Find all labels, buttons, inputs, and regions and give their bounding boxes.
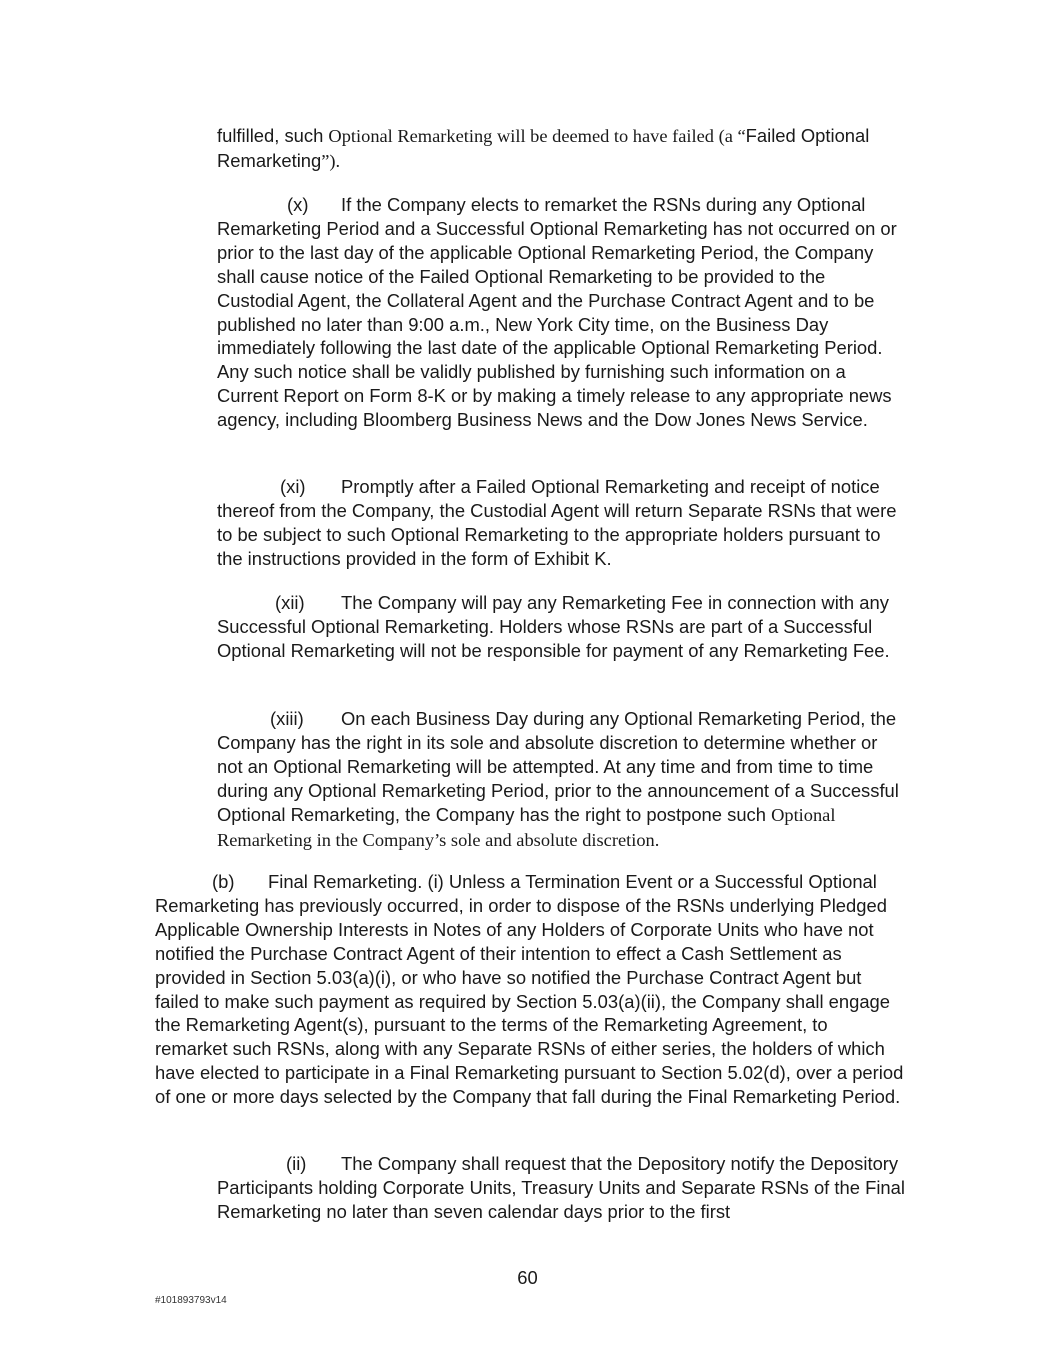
document-id: #101893793v14 [155,1295,227,1306]
paragraph-xi [217,475,905,571]
paragraph-close-text: ”). [321,150,341,171]
paragraph-body: Promptly after a Failed Optional Remarketing and receipt of notice thereof from the Company, the Custodial Agent will return Separate RSNs that were to be subject to such Optional Remarketing to the appropriate holders pursuant to the instructions provided in the form of Exhibit K. [217,476,897,569]
paragraph-serif-tail: Optional Remarketing in the Company’s sole and absolute discretion. [217,804,836,850]
paragraph-body: The Company will pay any Remarketing Fee in connection with any Successful Optional Remarketing. Holders whose RSNs are part of a Successful Optional Remarketing will not be responsible for payment of any Remarketing Fee. [217,592,890,661]
paragraph-xiii [217,707,905,852]
page-number: 60 [517,1267,538,1288]
paragraph-number: (xii) [275,592,305,613]
paragraph-body: If the Company elects to remarket the RSNs during any Optional Remarketing Period and a Successful Optional Remarketing has not occurred on or prior to the last day of the applicable Optional Remarketing Period, the Company shall cause notice of the Failed Optional Remarketing to be provided to the Custodial Agent, the Collateral Agent and the Purchase Contract Agent and to be published no later than 9:00 a.m., New York City time, on the Business Day immediately following the last date of the applicable Optional Remarketing Period. Any such notice shall be validly published by furnishing such information on a Current Report on Form 8-K or by making a timely release to any appropriate news agency, including Bloomberg Business News and the Dow Jones News Service. [217,194,897,431]
defined-term: Failed Optional Remarketing [217,125,870,171]
paragraph-serif-text: Optional Remarketing will be deemed to have failed (a “ [328,126,746,146]
paragraph-lead-text: fulfilled, such [217,125,329,146]
paragraph-x [217,193,905,432]
paragraph-number: (xiii) [270,708,304,729]
paragraph-body: Final Remarketing. (i) Unless a Termination Event or a Successful Optional Remarketing has previously occurred, in order to dispose of the RSNs underlying Pledged Applicable Ownership Interests in Notes of any Holders of Corporate Units who have not notified the Purchase Contract Agent of their intention to effect a Cash Settlement as provided in Section 5.03(a)(i), or who have so notified the Purchase Contract Agent but failed to make such payment as required by Section 5.03(a)(ii), the Company shall engage the Remarketing Agent(s), pursuant to the terms of the Remarketing Agreement, to remarket such RSNs, along with any Separate RSNs of either series, the holders of which have elected to participate in a Final Remarketing pursuant to Section 5.02(d), over a period of one or more days selected by the Company that fall during the Final Remarketing Period. [155,871,904,1108]
paragraph-number: (b) [212,871,235,892]
paragraph-body: The Company shall request that the Depository notify the Depository Participants holding Corporate Units, Treasury Units and Separate RSNs of the Final Remarketing no later than seven calendar days prior to the first [217,1153,905,1222]
paragraph-number: (ii) [286,1153,307,1174]
paragraph-number: (xi) [280,476,306,497]
paragraph-number: (x) [287,194,309,215]
paragraph-ii [217,1152,905,1224]
paragraph-failed-optional-remarketing [217,124,905,174]
paragraph-b-final-remarketing [155,870,905,1109]
paragraph-xii [217,591,905,663]
paragraph-body: On each Business Day during any Optional Remarketing Period, the Company has the right in its sole and absolute discretion to determine whether or not an Optional Remarketing will be attempted. At any time and from time to time during any Optional Remarketing Period, prior to the announcement of a Successful Optional Remarketing, the Company has the right to postpone such [217,708,899,825]
